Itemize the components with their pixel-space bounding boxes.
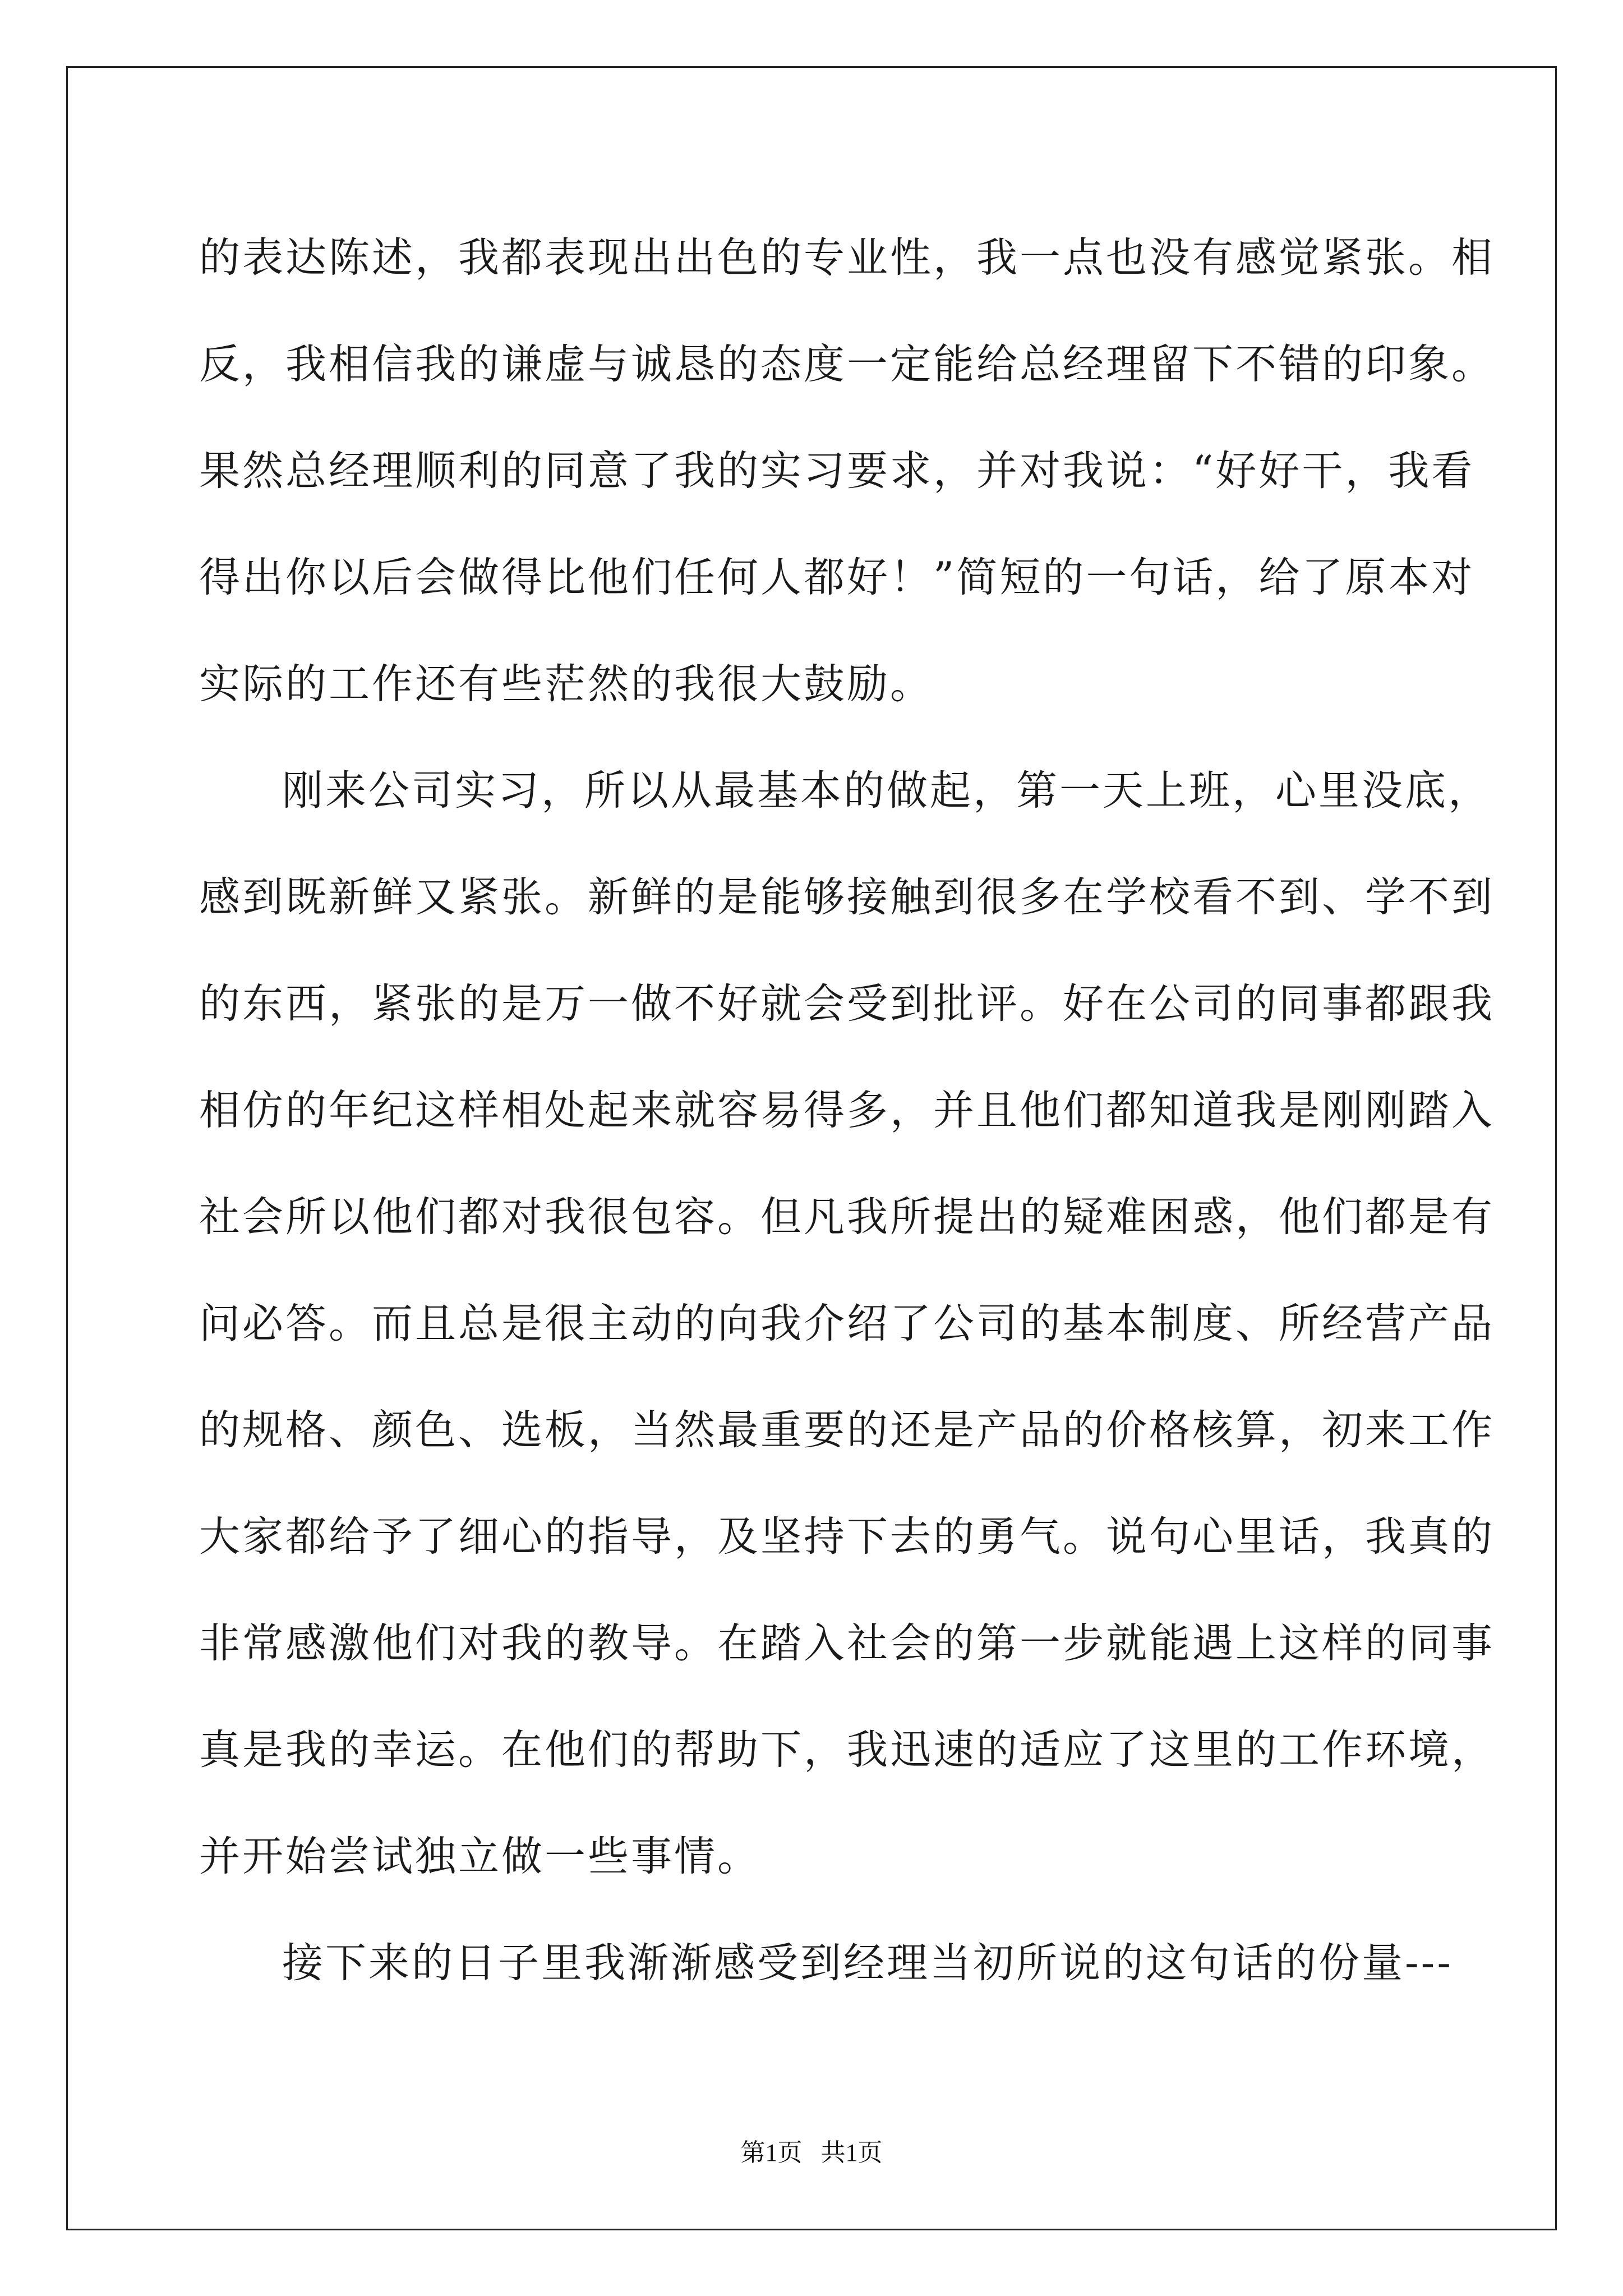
text-line-8: 的东西，紧张的是万一做不好就会受到批评。好在公司的同事都跟我: [199, 980, 1495, 1028]
document-body: [199, 222, 1495, 2033]
text-line-1: 的表达陈述，我都表现出出色的专业性，我一点也没有感觉紧张。相: [199, 234, 1495, 282]
text-line-3: 果然总经理顺利的同意了我的实习要求，并对我说：“好好干，我看: [199, 447, 1475, 495]
page-number-footer: 第1页 共1页: [740, 2139, 883, 2166]
text-line-7: 感到既新鲜又紧张。新鲜的是能够接触到很多在学校看不到、学不到: [199, 873, 1495, 921]
text-line-4: 得出你以后会做得比他们任何人都好！”简短的一句话，给了原本对: [199, 554, 1475, 601]
text-line-16: 并开始尝试独立做一些事情。: [199, 1833, 760, 1880]
text-line-14: 非常感激他们对我的教导。在踏入社会的第一步就能遇上这样的同事: [199, 1619, 1495, 1667]
text-line-13: 大家都给予了细心的指导，及坚持下去的勇气。说句心里话，我真的: [199, 1513, 1495, 1561]
text-line-5: 实际的工作还有些茫然的我很大鼓励。: [199, 660, 933, 708]
text-line-10: 社会所以他们都对我很包容。但凡我所提出的疑难困惑，他们都是有: [199, 1193, 1495, 1241]
text-line-6: 刚来公司实习，所以从最基本的做起，第一天上班，心里没底，: [282, 767, 1491, 815]
text-line-11: 问必答。而且总是很主动的向我介绍了公司的基本制度、所经营产品: [199, 1300, 1495, 1347]
text-line-9: 相仿的年纪这样相处起来就容易得多，并且他们都知道我是刚刚踏入: [199, 1087, 1495, 1134]
text-line-12: 的规格、颜色、选板，当然最重要的还是产品的价格核算，初来工作: [199, 1406, 1495, 1454]
text-line-2: 反，我相信我的谦虚与诚恳的态度一定能给总经理留下不错的印象。: [199, 341, 1495, 388]
text-line-15: 真是我的幸运。在他们的帮助下，我迅速的适应了这里的工作环境，: [199, 1726, 1495, 1774]
text-line-17: 接下来的日子里我渐渐感受到经理当初所说的这句话的份量---: [282, 1939, 1453, 1987]
